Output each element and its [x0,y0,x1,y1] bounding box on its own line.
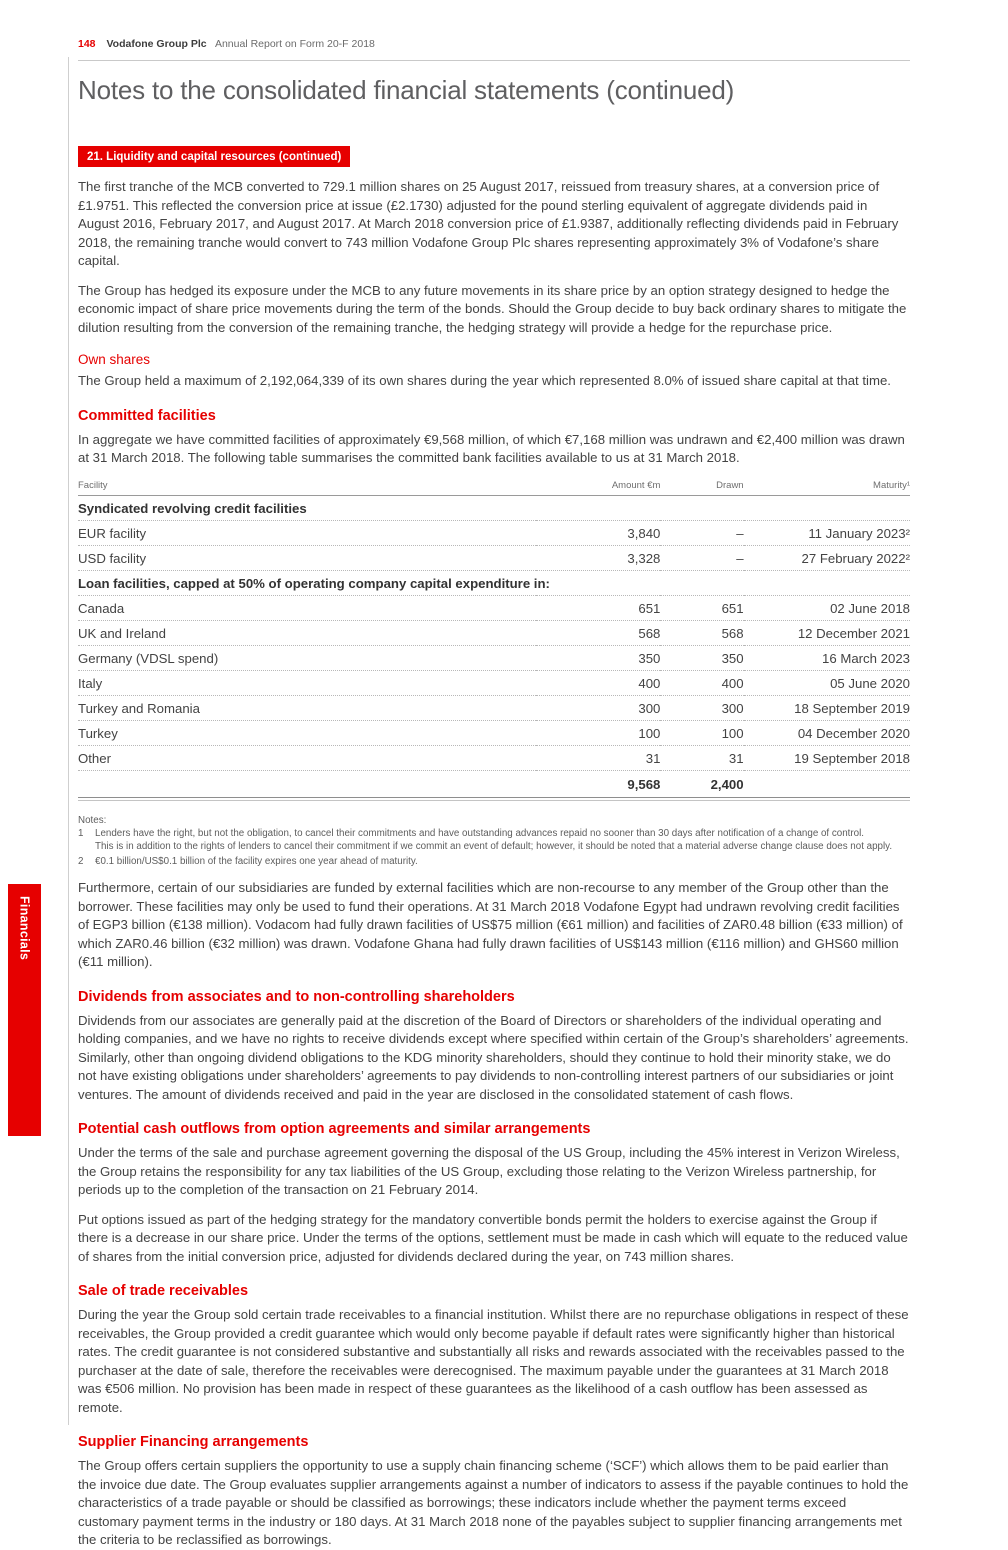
heading-committed-facilities: Committed facilities [78,407,216,424]
table-cell-amount: 31 [536,745,661,770]
table-cell-facility: UK and Ireland [78,620,536,645]
table-total-cell-facility [78,770,536,797]
table-bottom-rule [78,798,910,801]
side-tab-label: Financials [17,896,32,961]
table-row [78,670,910,695]
table-cell-maturity: 02 June 2018 [744,595,910,620]
paragraph-mcb-conversion: The first tranche of the MCB converted to 729.1 million shares on 25 August 2017, reissued from treasury shares, at a conversion price of £1.9751. This reflected the conversion price at issue (£2.1730) adjusted for the pound sterling equivalent of aggregate dividends paid in August 2016, February 2017, and August 2017. At March 2018 conversion price of £1.9387, additionally reflecting dividends paid in February 2018, the remaining tranche would convert to 743 million Vodafone Group Plc shares representing approximately 3% of Vodafone’s share capital. [78,179,899,268]
paragraph-us-group-disposal: Under the terms of the sale and purchase agreement governing the disposal of the US Group, including the 45% interest in Verizon Wireless, the Group retains the responsibility for any tax liabilities of the US Group, excluding those relating to the Verizon Wireless partnership, for periods up to the completion of the transaction on 21 February 2014. [78,1145,900,1197]
table-header-row [78,480,910,496]
table-group-label: Syndicated revolving credit facilities [78,495,910,520]
table-row [78,745,910,770]
table-cell-facility: Germany (VDSL spend) [78,645,536,670]
table-cell-drawn: 350 [660,645,743,670]
footnote-line: €0.1 billion/US$0.1 billion of the facility expires one year ahead of maturity. [95,855,418,867]
table-cell-maturity: 05 June 2020 [744,670,910,695]
table-total-row [78,770,910,797]
table-cell-maturity: 27 February 2022² [744,545,910,570]
table-cell-drawn: 651 [660,595,743,620]
table-cell-amount: 350 [536,645,661,670]
heading-own-shares: Own shares [78,352,151,367]
financials-side-tab [8,884,41,1136]
col-header-amount: Amount €m [536,480,661,496]
footnote-text [95,855,910,869]
table-cell-maturity: 04 December 2020 [744,720,910,745]
page-title: Notes to the consolidated financial statements (continued) [78,75,735,105]
col-header-maturity: Maturity¹ [744,480,910,496]
table-cell-drawn: 300 [660,695,743,720]
heading-sale-of-trade-receivables: Sale of trade receivables [78,1283,249,1299]
footnote-number: 2 [78,855,84,867]
heading-potential-cash-outflows: Potential cash outflows from option agreements and similar arrangements [78,1121,591,1137]
report-page [78,0,910,1550]
table-cell-amount: 3,840 [536,520,661,545]
table-row [78,720,910,745]
table-cell-maturity: 18 September 2019 [744,695,910,720]
table-cell-amount: 3,328 [536,545,661,570]
table-row [78,545,910,570]
footnote-1 [78,827,910,854]
table-cell-maturity: 11 January 2023² [744,520,910,545]
table-cell-drawn: 31 [660,745,743,770]
heading-dividends: Dividends from associates and to non-controlling shareholders [78,988,515,1005]
col-header-facility: Facility [78,480,536,496]
footnote-number: 1 [78,827,84,839]
table-cell-drawn: – [660,520,743,545]
table-cell-drawn: 100 [660,720,743,745]
table-cell-amount: 300 [536,695,661,720]
table-group-row [78,570,910,595]
paragraph-committed-intro: In aggregate we have committed facilities of approximately €9,568 million, of which €7,168 million was undrawn and €2,400 million was drawn at 31 March 2018. The following table summarises the committed bank facilities available to us at 31 March 2018. [78,431,905,465]
table-group-row [78,495,910,520]
table-cell-facility: EUR facility [78,520,536,545]
page-number: 148 [78,38,96,50]
left-vertical-rule [68,57,69,1425]
paragraph-subsidiary-facilities: Furthermore, certain of our subsidiaries are funded by external facilities which are non-recourse to any member of the Group other than the borrower. These facilities may only be used to fund their operations. At 31 March 2018 Vodafone Egypt had undrawn revolving credit facilities of EGP3 billion (€138 million). Vodacom had fully drawn facilities of US$75 million (€61 million) and facilities of ZAR0.48 billion (€33 million) of which ZAR0.46 billion (€32 million) was drawn. Vodafone Ghana had fully drawn facilities of US$143 million (€116 million) and GHS60 million (€11 million). [78,880,903,969]
table-row [78,595,910,620]
running-header [78,0,910,61]
paragraph-trade-receivables: During the year the Group sold certain trade receivables to a financial institution. Whilst there are no repurchase obligations in respect of these receivables, the Group provided a credit guarantee which would only become payable if default rates were significantly higher than historical rates. The credit guarantee is not considered substantive and substantially all risks and rewards associated with the receivables passed to the purchaser at the date of sale, therefore the receivables were derecognised. The maximum payable under the guarantees at 31 March 2018 was €506 million. No provision has been made in respect of these guarantees as the likelihood of a cash outflow has been assessed as remote. [78,1307,909,1415]
table-notes [78,815,910,869]
table-cell-maturity: 12 December 2021 [744,620,910,645]
table-cell-facility: USD facility [78,545,536,570]
report-name: Annual Report on Form 20-F 2018 [214,38,375,50]
table-row [78,520,910,545]
table-cell-facility: Canada [78,595,536,620]
footnote-2 [78,855,910,869]
footnote-line: Lenders have the right, but not the obligation, to cancel their commitments and have outstanding advances repaid no sooner than 30 days after notification of a change of control. [95,827,865,839]
table-cell-drawn: – [660,545,743,570]
table-cell-facility: Turkey and Romania [78,695,536,720]
table-cell-facility: Turkey [78,720,536,745]
table-cell-amount: 100 [536,720,661,745]
paragraph-own-shares: The Group held a maximum of 2,192,064,339 of its own shares during the year which represented 8.0% of issued share capital at that time. [78,373,891,388]
footnote-text [95,827,910,854]
footnote-continuation: This is in addition to the rights of lenders to cancel their commitment if we commit an event of default; however, it should be noted that a material adverse change clause does not apply. [95,841,893,852]
notes-label: Notes: [78,814,107,826]
table-cell-amount: 568 [536,620,661,645]
heading-supplier-financing: Supplier Financing arrangements [78,1434,309,1450]
table-cell-facility: Other [78,745,536,770]
paragraph-mcb-hedge: The Group has hedged its exposure under the MCB to any future movements in its share price by an option strategy designed to hedge the economic impact of share price movements during the term of the bonds. Should the Group decide to buy back ordinary shares to mitigate the dilution resulting from the conversion of the remaining tranche, the hedging strategy will provide a hedge for the repurchase price. [78,282,907,335]
table-cell-amount: 400 [536,670,661,695]
table-cell-maturity: 19 September 2018 [744,745,910,770]
table-row [78,695,910,720]
table-cell-amount: 651 [536,595,661,620]
paragraph-put-options: Put options issued as part of the hedging strategy for the mandatory convertible bonds permit the holders to exercise against the Group if there is a decrease in our share price. Under the terms of the options, settlement must be made in cash which will equate to the reduced value of shares from the initial conversion price, adjusted for dividends declared during the year, on 743 million shares. [78,1211,908,1264]
table-total-cell-amount: 9,568 [536,770,661,797]
paragraph-dividends: Dividends from our associates are generally paid at the discretion of the Board of Directors or shareholders of the individual operating and holding companies, and we have no rights to receive dividends except where specified within certain of the Group’s shareholders’ agreements. Similarly, other than ongoing dividend obligations to the KDG minority shareholders, should they continue to hold their minority stake, we do not have existing obligations under shareholders’ agreements to pay dividends to non-controlling interest partners of our subsidiaries or joint ventures. The amount of dividends received and paid in the year are disclosed in the consolidated statement of cash flows. [78,1012,909,1102]
committed-facilities-table [78,480,910,798]
brand-name: Vodafone Group Plc [106,38,207,50]
table-cell-maturity: 16 March 2023 [744,645,910,670]
col-header-drawn: Drawn [660,480,743,496]
table-total-cell-maturity [744,770,910,797]
table-row [78,645,910,670]
table-row [78,620,910,645]
section-badge: 21. Liquidity and capital resources (continued) [78,146,350,167]
table-cell-drawn: 568 [660,620,743,645]
table-cell-facility: Italy [78,670,536,695]
table-group-label: Loan facilities, capped at 50% of operating company capital expenditure in: [78,570,910,595]
table-cell-drawn: 400 [660,670,743,695]
paragraph-supplier-financing: The Group offers certain suppliers the opportunity to use a supply chain financing scheme (‘SCF’) which allows them to be paid earlier than the invoice due date. The Group evaluates supplier arrangements against a number of indicators to assess if the payable continues to hold the characteristics of a trade payable or should be classified as borrowings; these indicators include whether the payment terms exceed customary payment terms in the industry or 180 days. At 31 March 2018 none of the payables subject to supplier financing arrangements met the criteria to be reclassified as borrowings. [78,1458,909,1547]
table-total-cell-drawn: 2,400 [660,770,743,797]
